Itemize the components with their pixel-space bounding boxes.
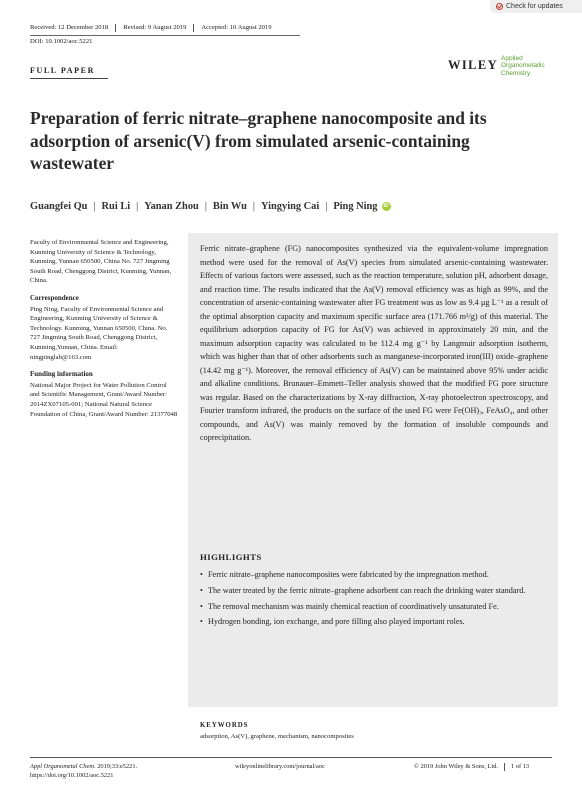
abstract-text: Ferric nitrate–graphene (FG) nanocomposites synthesized via the equivalent-volume impregnation method were used for the removal of As(V) species from simulated arsenic-containing wastewater. Effects of various factors were assessed, such as the reaction temperature, solution pH, adsorbent dosage, and reaction time. The results indicated that the As(V) removal efficiency was as high as 99%, and the concentration of arsenic-containing wastewater after FG treatment was as low as 9.4 μg L⁻¹ as a result of the optimal absorption capacity and maximum specific surface area (171.766 m²/g) of this material. The equilibrium adsorption capacity of FG for As(V) was achieved in approximately 20 min, and the maximum adsorption capacity was calculated to be 112.4 mg g⁻¹ by Langmuir adsorption isotherm, which was higher than that of other adsorbents such as manganese-incorporated iron(III) oxide–graphene (14.42 mg g⁻¹). Moreover, the removal efficiency of As(V) can be maintained above 95% under acidic and alkaline conditions. Brunauer–Emmett–Teller analysis showed that the modified FG pore structure was regular. Based on the characterizations by X-ray diffraction, X-ray photoelectron spectroscopy, and Fourier transform infrared, the products on the surface of the used FG were Fe(OH)₃, FeAsO₄, and other compounds, and As(V) was mainly removed by the formation of insoluble compounds and coprecipitation. — [200, 244, 548, 442]
article-dates — [30, 24, 552, 32]
publisher-logo: WILEY — [448, 58, 499, 72]
funding-text: National Major Project for Water Pollution Control and Scientific Management, Grant/Award Number: 2014ZX07105-001; National Natural Science Foundation of China, Grant/Award Number: 21377048 — [30, 381, 178, 418]
footer-citation-text: 2019;33:e5221. — [95, 763, 138, 770]
received-date: Received: 12 December 2018 — [30, 24, 109, 31]
keywords-heading: KEYWORDS — [200, 722, 249, 729]
checkmark-icon — [496, 3, 503, 10]
journal-logo-line: Applied — [501, 55, 523, 62]
paper-title: Preparation of ferric nitrate–graphene nanocomposite and its adsorption of arsenic(V) from simulated arsenic-containing wastewater — [30, 108, 487, 173]
journal-logo-line: Organometallic — [501, 62, 545, 70]
author-name[interactable]: Ping Ning — [333, 201, 378, 212]
author-name[interactable]: Rui Li — [101, 201, 131, 212]
orcid-icon[interactable]: iD — [383, 203, 389, 209]
funding-block — [30, 370, 178, 419]
footer-separator — [504, 763, 505, 771]
footer-divider — [30, 757, 552, 758]
accepted-date: Accepted: 10 August 2019 — [201, 24, 272, 31]
check-for-updates-badge[interactable] — [490, 0, 582, 13]
article-type-underline — [30, 78, 108, 79]
journal-logo — [501, 55, 545, 77]
highlight-item: • Hydrogen bonding, ion exchange, and pore filling also played important roles. — [200, 616, 548, 629]
highlight-item: • The water treated by the ferric nitrate–graphene adsorbent can reach the drinking water standard. — [200, 585, 548, 598]
footer-site-link[interactable]: wileyonlinelibrary.com/journal/aoc — [235, 763, 325, 770]
footer-copyright: © 2019 John Wiley & Sons, Ltd. — [414, 763, 499, 770]
check-for-updates-label: Check for updates — [506, 3, 563, 10]
author-name[interactable]: Yanan Zhou — [144, 201, 199, 212]
correspondence-heading: Correspondence — [30, 293, 79, 302]
correspondence-text: Ping Ning, Faculty of Environmental Science and Engineering, Kunming University of Science & Technology. Kunming, Yunnan 650500, China. No. 727 Jingming South Road, Chenggong District, Kunming,Yunnan, China. Email: ningpinglab@163.com — [30, 305, 168, 361]
author-list: Guangfei Qu | Rui Li | Yanan Zhou | Bin Wu | Yingying Cai | Ping Ning iD — [30, 201, 389, 212]
affiliation: Faculty of Environmental Science and Engineering, Kunming University of Science & Technology, Kunming, Yunnan 650500, China No. 727 Jingming South Road, Chenggong District, Kunming, Yunnan, China. — [30, 239, 172, 285]
footer-citation — [30, 762, 180, 780]
highlight-item: • Ferric nitrate–graphene nanocomposites were fabricated by the impregnation method. — [200, 569, 548, 582]
correspondence-block — [30, 294, 178, 362]
header-divider — [30, 35, 300, 36]
highlight-item: • The removal mechanism was mainly chemical reaction of coordinatively unsaturated Fe. — [200, 601, 548, 614]
date-separator — [115, 24, 116, 32]
footer-copyright-block — [414, 762, 529, 771]
highlights-list — [200, 569, 548, 632]
footer-journal-name: Appl Organometal Chem. — [30, 763, 96, 770]
keywords-text: adsorption, As(V), graphene, mechanism, nanocomposites — [200, 733, 354, 740]
highlights-heading: HIGHLIGHTS — [200, 552, 262, 562]
author-name[interactable]: Yingying Cai — [261, 201, 320, 212]
funding-heading: Funding information — [30, 370, 93, 379]
article-type-label: FULL PAPER — [30, 66, 95, 75]
author-name[interactable]: Guangfei Qu — [30, 201, 88, 212]
doi-link[interactable]: DOI: 10.1002/aoc.5221 — [30, 38, 93, 45]
footer-doi-link[interactable]: https://doi.org/10.1002/aoc.5221 — [30, 772, 114, 779]
revised-date: Revised: 9 August 2019 — [123, 24, 187, 31]
author-name[interactable]: Bin Wu — [212, 201, 247, 212]
journal-logo-line: Chemistry — [501, 69, 531, 77]
footer-page-number: 1 of 13 — [511, 763, 530, 770]
article-sidebar — [30, 238, 178, 427]
date-separator — [193, 24, 194, 32]
